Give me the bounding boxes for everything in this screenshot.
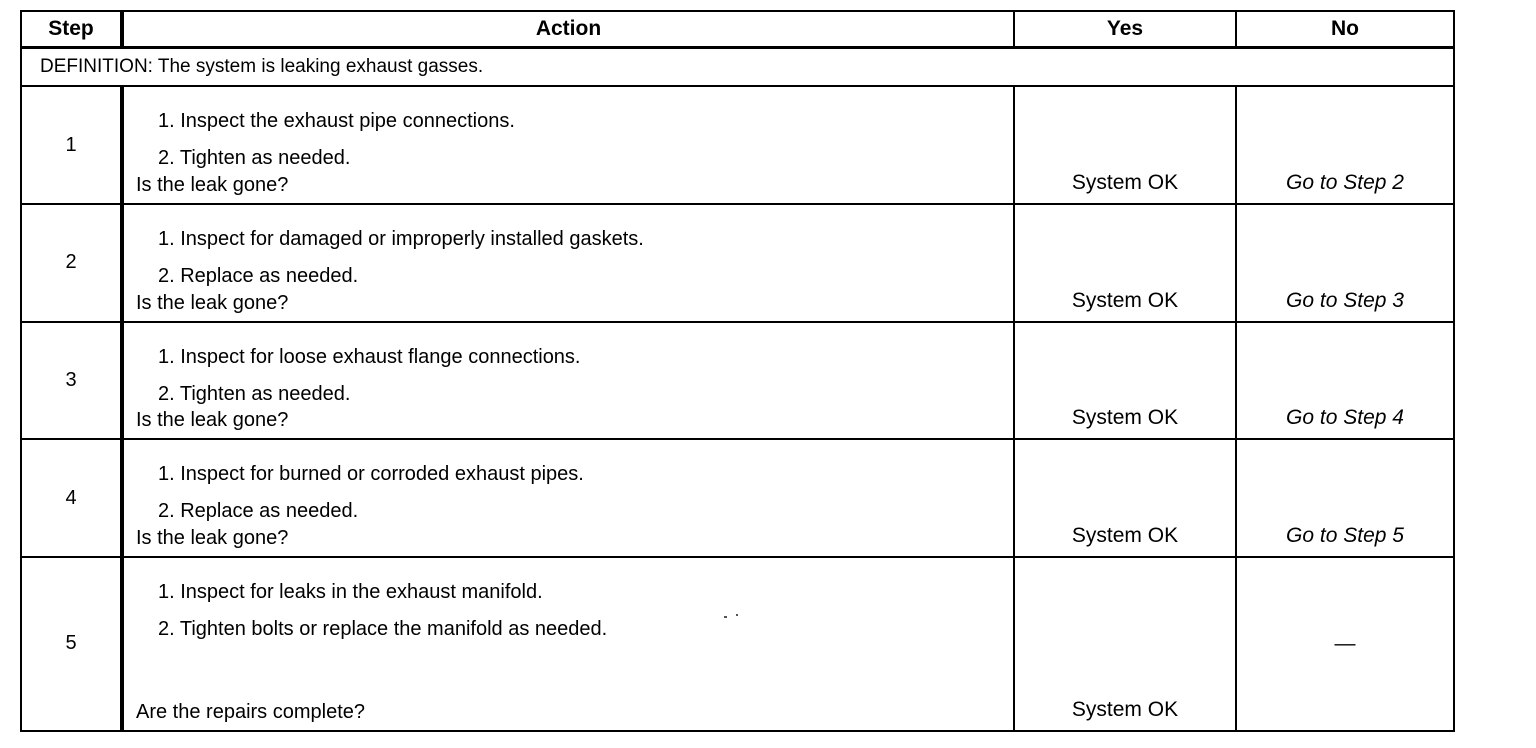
yes-cell: [1014, 204, 1236, 322]
action-cell: [122, 204, 1014, 322]
action-item: 1. Inspect the exhaust pipe connections.: [158, 110, 515, 133]
action-list: [124, 323, 1013, 413]
step-number: 2: [21, 204, 122, 322]
action-item: 1. Inspect for leaks in the exhaust manifold.: [158, 580, 543, 603]
action-item: 2. Tighten as needed.: [158, 147, 351, 170]
action-column-header: Action: [122, 11, 1014, 48]
step-question: Are the repairs complete?: [136, 701, 366, 723]
no-result: Go to Step 5: [1286, 523, 1404, 547]
no-column-header: No: [1236, 11, 1454, 48]
action-cell: [122, 557, 1014, 731]
table-row: [21, 557, 1454, 731]
yes-cell: [1014, 557, 1236, 731]
step-question: Is the leak gone?: [136, 409, 289, 432]
step-number: 3: [21, 322, 122, 440]
no-cell: [1236, 439, 1454, 557]
action-list: [124, 87, 1013, 177]
table-row: [21, 204, 1454, 322]
action-item: 2. Tighten as needed.: [158, 382, 351, 405]
definition-row: [21, 48, 1454, 87]
yes-result: System OK: [1071, 406, 1179, 430]
action-item: 1. Inspect for damaged or improperly installed gaskets.: [158, 227, 644, 250]
step-number: 5: [21, 557, 122, 731]
table-row: [21, 439, 1454, 557]
step-question: Is the leak gone?: [136, 291, 289, 314]
action-cell: [122, 86, 1014, 204]
table-row: [21, 86, 1454, 204]
scan-speck: [736, 614, 738, 616]
yes-result: System OK: [1071, 170, 1179, 194]
action-item: 1. Inspect for loose exhaust flange connections.: [158, 345, 581, 368]
action-list: [124, 205, 1013, 295]
no-result: —: [1334, 631, 1356, 655]
table-row: [21, 322, 1454, 440]
step-column-header: Step: [21, 11, 122, 48]
yes-result: System OK: [1071, 288, 1179, 312]
no-cell: [1236, 86, 1454, 204]
step-number: 1: [21, 86, 122, 204]
diagnostic-table: [20, 10, 1455, 732]
header-row: [21, 11, 1454, 48]
yes-result: System OK: [1071, 698, 1179, 721]
action-item: 2. Replace as needed.: [158, 264, 359, 287]
action-cell: [122, 439, 1014, 557]
step-question: Is the leak gone?: [136, 173, 289, 196]
scan-speck: [724, 616, 727, 618]
no-cell: [1236, 204, 1454, 322]
step-question: Is the leak gone?: [136, 526, 289, 549]
no-cell: [1236, 557, 1454, 731]
yes-cell: [1014, 322, 1236, 440]
no-result: Go to Step 3: [1286, 288, 1404, 312]
definition-text: DEFINITION: The system is leaking exhaust gasses.: [21, 48, 1454, 87]
no-cell: [1236, 322, 1454, 440]
step-number: 4: [21, 439, 122, 557]
yes-cell: [1014, 439, 1236, 557]
action-list: [124, 440, 1013, 530]
action-item: 1. Inspect for burned or corroded exhaust pipes.: [158, 463, 584, 486]
action-item: 2. Replace as needed.: [158, 500, 359, 523]
yes-column-header: Yes: [1014, 11, 1236, 48]
yes-result: System OK: [1071, 523, 1179, 547]
yes-cell: [1014, 86, 1236, 204]
no-result: Go to Step 4: [1286, 406, 1404, 430]
action-list: [124, 558, 1013, 648]
action-item: 2. Tighten bolts or replace the manifold as needed.: [158, 617, 608, 640]
no-result: Go to Step 2: [1286, 170, 1404, 194]
action-cell: [122, 322, 1014, 440]
